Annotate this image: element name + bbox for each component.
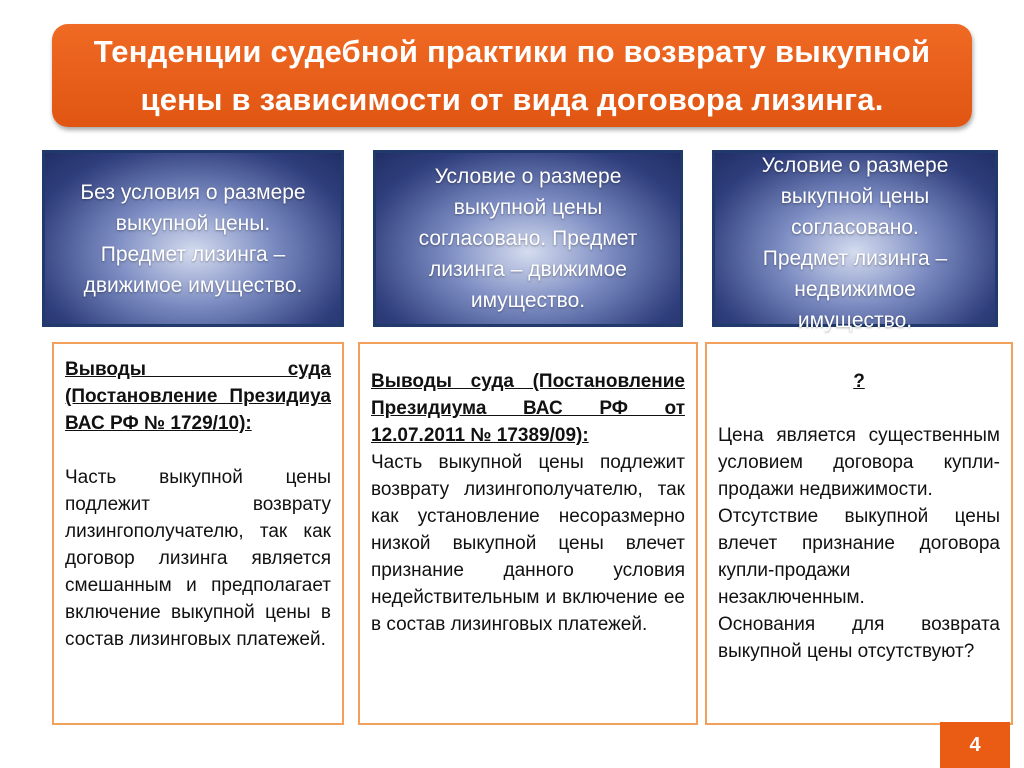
category-box-movable-no-price	[42, 150, 344, 327]
category-box-immovable-price-agreed	[712, 150, 998, 332]
spacer	[718, 395, 1000, 422]
conclusion-heading: Выводы суда (Постановление Президиуа ВАС РФ № 1729/10):	[65, 359, 331, 434]
category-text-line: выкупной цены	[780, 185, 930, 208]
category-text-line: Условие о размере	[434, 165, 622, 188]
conclusion-box-2	[358, 342, 698, 725]
category-text-line: выкупной цены.	[115, 211, 271, 235]
conclusion-heading: Выводы суда (Постановление Президиума ВАС РФ от 12.07.2011 № 17389/09):	[371, 371, 685, 446]
category-text-line: движимое имущество.	[83, 273, 303, 297]
category-text-line: имущество.	[470, 289, 586, 312]
category-text-line: лизинга – движимое	[429, 258, 627, 281]
category-text-line: недвижимое	[794, 278, 916, 301]
category-text-line: согласовано. Предмет	[418, 227, 638, 250]
conclusion-paragraph: Основания для возврата выкупной цены отсутствуют?	[718, 614, 1000, 662]
category-box-movable-price-agreed	[373, 150, 683, 327]
conclusion-body: Часть выкупной цены подлежит возврату лизингополучателю, так как установление несоразмерно низкой выкупной цены влечет признание данного условия недействительным и включение ее в состав лизинговых платежей.	[371, 452, 685, 635]
question-mark-heading: ?	[853, 371, 865, 392]
category-text-line: имущество.	[797, 309, 913, 332]
slide-title-line-1: Тенденции судебной практики по возврату выкупной	[93, 34, 931, 69]
conclusion-body: Часть выкупной цены подлежит возврату лизингополучателю, так как договор лизинга является смешанным и предполагает включение выкупной цены в состав лизинговых платежей.	[65, 467, 331, 650]
slide-title	[52, 24, 972, 127]
conclusion-box-3	[705, 342, 1013, 725]
conclusion-box-1	[52, 342, 344, 725]
page-number: 4	[940, 722, 1010, 768]
category-text-line: Предмет лизинга –	[762, 247, 948, 270]
category-text-line: Условие о размере	[761, 154, 949, 177]
slide-title-line-2: цены в зависимости от вида договора лизинга.	[140, 82, 884, 117]
category-text-line: согласовано.	[791, 216, 919, 239]
spacer	[65, 437, 331, 464]
category-text-line: Предмет лизинга –	[100, 242, 286, 266]
conclusion-paragraph: Цена является существенным условием договора купли-продажи недвижимости.	[718, 425, 1000, 500]
conclusion-paragraph: Отсутствие выкупной цены влечет признание договора купли-продажи незаключенным.	[718, 506, 1000, 608]
category-text-line: Без условия о размере	[80, 180, 306, 204]
category-text-line: выкупной цены	[453, 196, 603, 219]
